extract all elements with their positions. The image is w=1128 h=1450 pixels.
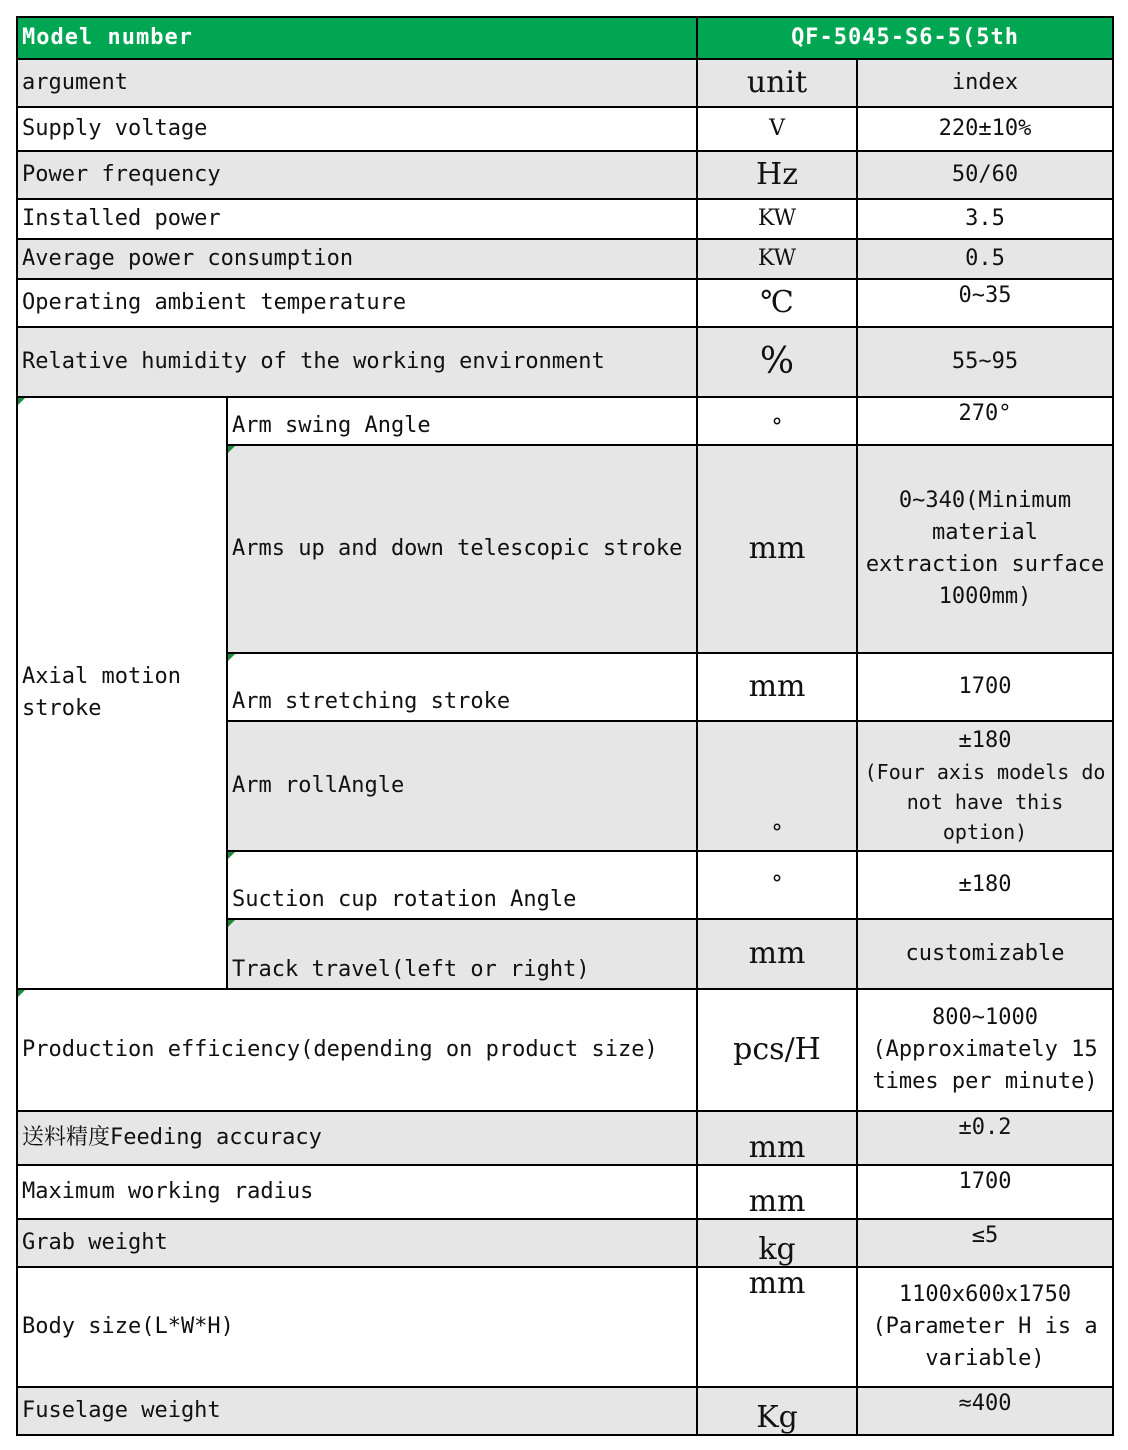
row-unit: Kg (697, 1387, 857, 1435)
row-unit: ℃ (697, 279, 857, 327)
table-row (17, 199, 1113, 239)
row-value: ±0.2 (857, 1111, 1113, 1165)
row-label: 送料精度Feeding accuracy (17, 1111, 697, 1165)
row-unit: % (697, 327, 857, 397)
table-row (17, 397, 1113, 445)
row-unit: mm (697, 1267, 857, 1387)
value-note: (Four axis models do not have this option) (864, 760, 1106, 844)
row-unit: kg (697, 1219, 857, 1267)
row-value: 55~95 (857, 327, 1113, 397)
table-row (17, 1219, 1113, 1267)
header-row (17, 17, 1113, 59)
row-unit: KW (697, 239, 857, 279)
table-row (17, 1267, 1113, 1387)
row-value: 220±10% (857, 107, 1113, 151)
table-row (17, 107, 1113, 151)
row-label: Relative humidity of the working environment (17, 327, 697, 397)
row-unit: ° (697, 721, 857, 851)
column-unit: unit (697, 59, 857, 107)
row-label: Installed power (17, 199, 697, 239)
row-label: Suction cup rotation Angle (227, 851, 697, 919)
table-row (17, 1165, 1113, 1219)
row-label: Arms up and down telescopic stroke (227, 445, 697, 653)
row-unit: V (697, 107, 857, 151)
row-label: Arm rollAngle (227, 721, 697, 851)
row-unit: mm (697, 1111, 857, 1165)
row-unit: mm (697, 653, 857, 721)
value-main: ±180 (958, 728, 1012, 753)
row-value: 0~340(Minimum material extraction surface 1000mm) (857, 445, 1113, 653)
row-label: Grab weight (17, 1219, 697, 1267)
row-label: Operating ambient temperature (17, 279, 697, 327)
row-label: Fuselage weight (17, 1387, 697, 1435)
row-label: Power frequency (17, 151, 697, 199)
row-value: ≈400 (857, 1387, 1113, 1435)
table-row (17, 279, 1113, 327)
table-row (17, 327, 1113, 397)
row-value: 50/60 (857, 151, 1113, 199)
spec-table (16, 16, 1114, 1436)
table-row (17, 239, 1113, 279)
row-unit: ° (697, 397, 857, 445)
row-value: 1100x600x1750 (Parameter H is a variable) (857, 1267, 1113, 1387)
row-label: Average power consumption (17, 239, 697, 279)
table-row (17, 1111, 1113, 1165)
table-row (17, 151, 1113, 199)
row-value: 1700 (857, 1165, 1113, 1219)
row-value: 800~1000 (Approximately 15 times per minute) (857, 989, 1113, 1111)
table-row (17, 989, 1113, 1111)
row-value: 270° (857, 397, 1113, 445)
model-number-label: Model number (17, 17, 697, 59)
row-label: Supply voltage (17, 107, 697, 151)
column-argument: argument (17, 59, 697, 107)
row-label: Maximum working radius (17, 1165, 697, 1219)
row-unit: ° (697, 851, 857, 919)
column-index: index (857, 59, 1113, 107)
model-number-value: QF-5045-S6-5(5th (697, 17, 1113, 59)
row-value: 1700 (857, 653, 1113, 721)
row-label: Arm stretching stroke (227, 653, 697, 721)
row-label: Production efficiency(depending on product size) (17, 989, 697, 1111)
row-value (857, 721, 1113, 851)
row-value: ±180 (857, 851, 1113, 919)
table-row (17, 1387, 1113, 1435)
row-label: Arm swing Angle (227, 397, 697, 445)
row-label: Body size(L*W*H) (17, 1267, 697, 1387)
column-header-row (17, 59, 1113, 107)
row-label: Track travel(left or right) (227, 919, 697, 989)
row-unit: Hz (697, 151, 857, 199)
row-unit: mm (697, 919, 857, 989)
row-unit: pcs/H (697, 989, 857, 1111)
row-value: customizable (857, 919, 1113, 989)
row-value: 3.5 (857, 199, 1113, 239)
row-value: ≤5 (857, 1219, 1113, 1267)
row-unit: mm (697, 1165, 857, 1219)
row-value: 0.5 (857, 239, 1113, 279)
axial-motion-group-label: Axial motion stroke (17, 397, 227, 989)
row-unit: KW (697, 199, 857, 239)
row-unit: mm (697, 445, 857, 653)
row-value: 0~35 (857, 279, 1113, 327)
